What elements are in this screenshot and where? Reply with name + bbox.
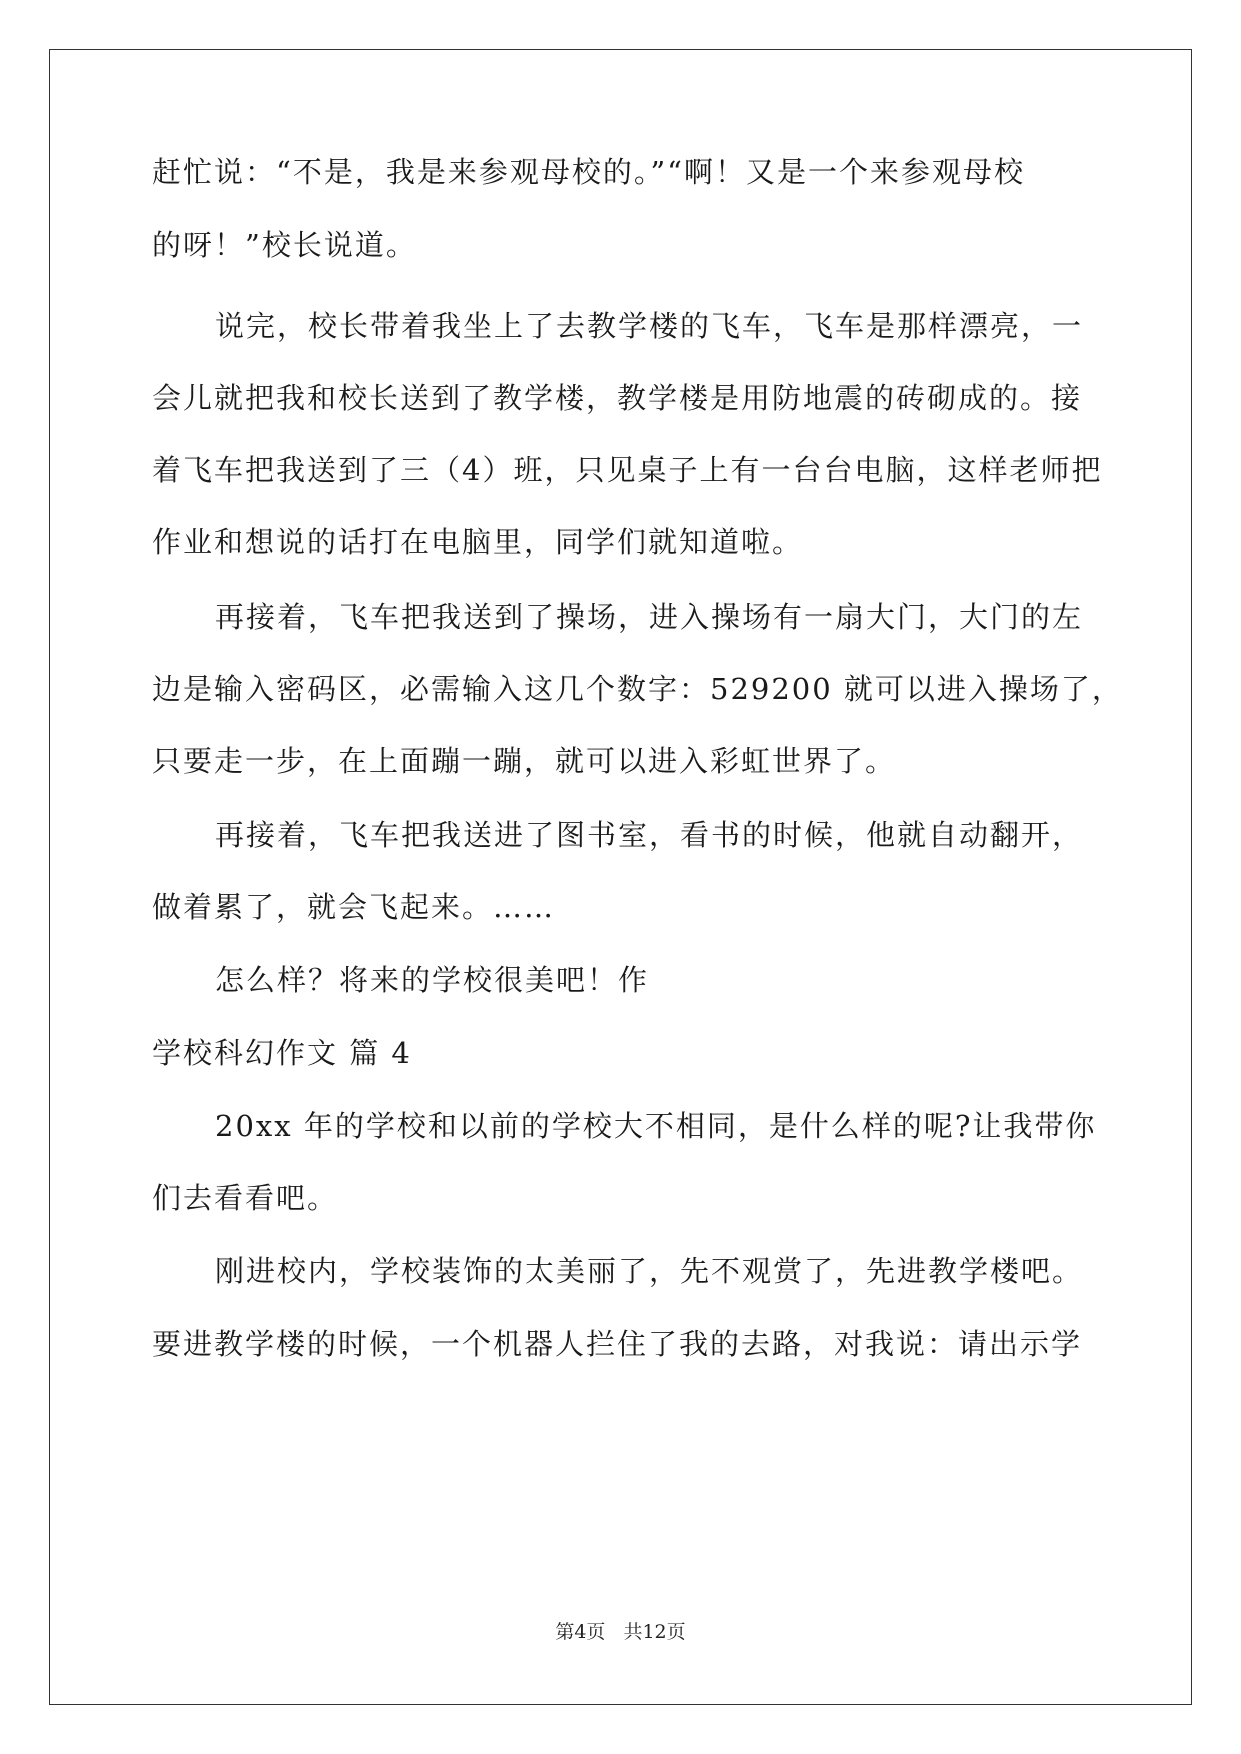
text-line: 赶忙说：“不是，我是来参观母校的。”“啊！又是一个来参观母校 xyxy=(152,155,1025,189)
paragraph-start: 怎么样？将来的学校很美吧！作 xyxy=(215,963,650,997)
page-border xyxy=(49,49,1192,1705)
text-line: 作业和想说的话打在电脑里，同学们就知道啦。 xyxy=(152,525,804,559)
paragraph-start: 说完，校长带着我坐上了去教学楼的飞车，飞车是那样漂亮，一 xyxy=(215,309,1084,343)
text-line: 边是输入密码区，必需输入这几个数字：529200 就可以进入操场了， xyxy=(152,672,1123,706)
text-line: 着飞车把我送到了三（4）班，只见桌子上有一台台电脑，这样老师把 xyxy=(152,453,1103,487)
paragraph-start: 再接着，飞车把我送到了操场，进入操场有一扇大门，大门的左 xyxy=(215,600,1084,634)
text-line: 只要走一步，在上面蹦一蹦，就可以进入彩虹世界了。 xyxy=(152,744,897,778)
page-footer xyxy=(0,1617,1241,1644)
text-line: 们去看看吧。 xyxy=(152,1181,339,1215)
paragraph-start: 再接着，飞车把我送进了图书室，看书的时候，他就自动翻开， xyxy=(215,818,1084,852)
paragraph-start: 20xx 年的学校和以前的学校大不相同，是什么样的呢?让我带你 xyxy=(215,1109,1097,1143)
paragraph-start: 刚进校内，学校装饰的太美丽了，先不观赏了，先进教学楼吧。 xyxy=(215,1254,1084,1288)
text-line: 的呀！”校长说道。 xyxy=(152,228,417,262)
section-heading: 学校科幻作文 篇 4 xyxy=(152,1036,412,1070)
text-line: 会儿就把我和校长送到了教学楼，教学楼是用防地震的砖砌成的。接 xyxy=(152,381,1083,415)
page-number: 第4页 xyxy=(555,1621,606,1643)
page-total: 共12页 xyxy=(623,1621,686,1643)
text-line: 做着累了，就会飞起来。…… xyxy=(152,890,556,924)
text-line: 要进教学楼的时候，一个机器人拦住了我的去路，对我说：请出示学 xyxy=(152,1327,1083,1361)
